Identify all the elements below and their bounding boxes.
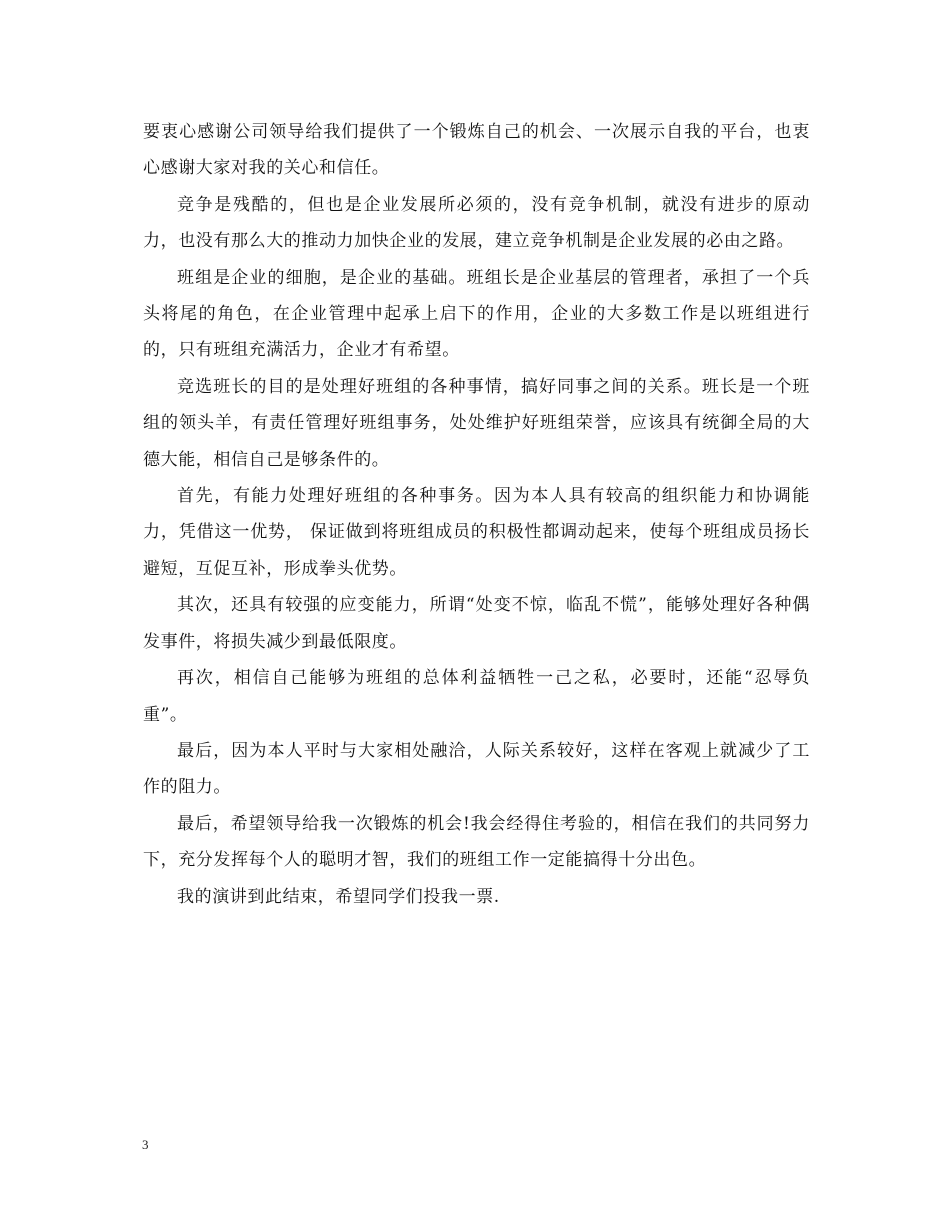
paragraph-2: 竞争是残酷的，但也是企业发展所必须的，没有竞争机制，就没有进步的原动力，也没有那么大的推动力加快企业的发展，建立竞争机制是企业发展的必由之路。: [143, 194, 810, 252]
paragraph-10: 我的演讲到此结束，希望同学们投我一票.: [177, 886, 500, 907]
paragraph-8: 最后，因为本人平时与大家相处融洽，人际关系较好，这样在客观上就减少了工作的阻力。: [143, 740, 810, 798]
paragraph-9: 最后，希望领导给我一次锻炼的机会!我会经得住考验的，相信在我们的共同努力下，充分发挥每个人的聪明才智，我们的班组工作一定能搞得十分出色。: [143, 813, 810, 871]
paragraph-3: 班组是企业的细胞，是企业的基础。班组长是企业基层的管理者，承担了一个兵头将尾的角色，在企业管理中起承上启下的作用，企业的大多数工作是以班组进行的，只有班组充满活力，企业才有希望。: [143, 267, 810, 361]
paragraph-4: 竞选班长的目的是处理好班组的各种事情，搞好同事之间的关系。班长是一个班组的领头羊，有责任管理好班组事务，处处维护好班组荣誉，应该具有统御全局的大德大能，相信自己是够条件的。: [143, 376, 810, 470]
page-number: 3: [142, 1137, 149, 1152]
paragraph-1: 要衷心感谢公司领导给我们提供了一个锻炼自己的机会、一次展示自我的平台，也衷心感谢大家对我的关心和信任。: [143, 122, 810, 179]
paragraph-7: 再次，相信自己能够为班组的总体利益牺牲一己之私，必要时，还能“忍辱负重”。: [143, 668, 810, 725]
paragraph-5: 首先，有能力处理好班组的各种事务。因为本人具有较高的组织能力和协调能力，凭借这一优势， 保证做到将班组成员的积极性都调动起来，使每个班组成员扬长避短，互促互补，形成拳头优势。: [143, 486, 810, 579]
paragraph-6: 其次，还具有较强的应变能力，所谓“处变不惊，临乱不慌”，能够处理好各种偶发事件，将损失减少到最低限度。: [143, 595, 810, 652]
document-body: [143, 114, 810, 915]
